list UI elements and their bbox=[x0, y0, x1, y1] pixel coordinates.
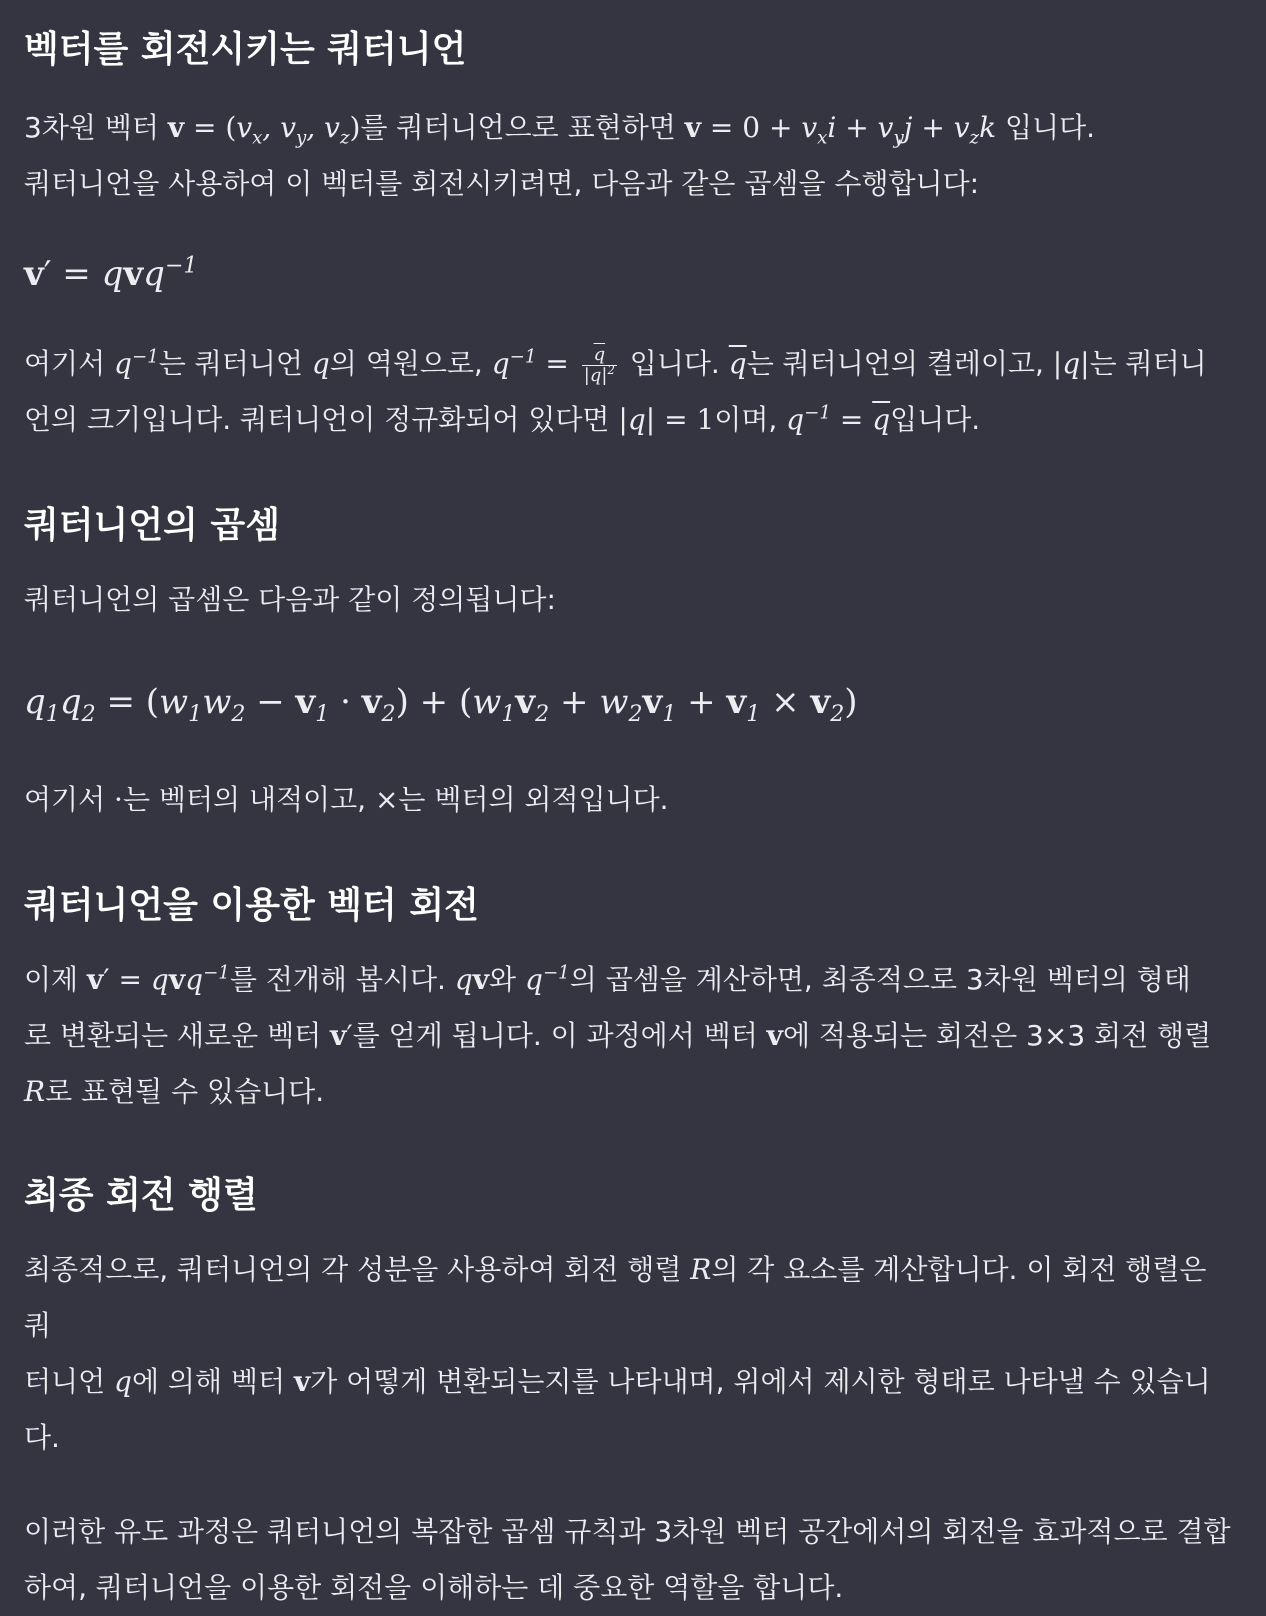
section-heading-multiplication: 쿼터니언의 곱셈 bbox=[24, 505, 280, 546]
paragraph-vector-representation: 3차원 벡터 $v = (v_x$, $v_y$, $v_z$)를 쿼터니언으로 표현하면 $v = 0 + v_xi + v_yj + v_zk$ 입니다. 쿼터니언을 사용하여 이 벡터를 회전시키려면, 다음과 같은 곱셈을 수행합니다: bbox=[24, 111, 1096, 200]
math-pure-quaternion: $v = 0 + v_xi + v_yj + v_zk$ bbox=[684, 111, 997, 149]
math-vector-def: $v = (v_x$, $v_y$, $v_z$) bbox=[167, 111, 361, 149]
equation-quaternion-product: $q_1q_2 = (w_1w_2 - v_1 \cdot v_2) + (w_1v_2 + w_2v_1 + v_1 \times v_2)$ bbox=[24, 682, 858, 727]
paragraph-multiplication-intro: 쿼터니언의 곱셈은 다음과 같이 정의됩니다: bbox=[24, 583, 556, 616]
section-heading-rotation: 벡터를 회전시키는 쿼터니언 bbox=[24, 29, 467, 70]
paragraph-dot-cross: 여기서 ·는 벡터의 내적이고, ×는 벡터의 외적입니다. bbox=[24, 783, 669, 816]
paragraph-inverse: 여기서 $q^{-1}$는 쿼터니언 q의 역원으로, $q^{-1}$ = $\frac{\overline{q}}{|q|^2}$ 입니다. $\overline{q}$는 쿼터니언의 켤레이고, |q|는 쿼터니 언의 크기입니다. 쿼터니언이 정규화되어 있다면 |q| = 1이며, $q^{-1} = \overline{q}$입니다. bbox=[24, 344, 1207, 436]
paragraph-final-matrix: 최종적으로, 쿼터니언의 각 성분을 사용하여 회전 행렬 R의 각 요소를 계산합니다. 이 회전 행렬은 쿼 터니언 q에 의해 벡터 v가 어떻게 변환되는지를 나타내며, 위에서 제시한 형태로 나타낼 수 있습니다. bbox=[24, 1253, 1211, 1454]
section-heading-vector-rotation: 쿼터니언을 이용한 벡터 회전 bbox=[24, 885, 479, 926]
section-heading-final-matrix: 최종 회전 행렬 bbox=[24, 1175, 258, 1216]
math-inverse-formula: $q^{-1}$ = $\frac{\overline{q}}{|q|^2}$ bbox=[491, 344, 615, 386]
equation-rotation: v′ = qvq$^{-1}$ bbox=[24, 252, 198, 294]
paragraph-expansion: 이제 v′ = qvq$^{-1}$를 전개해 봅시다. qv와 $q^{-1}$의 곱셈을 계산하면, 최종적으로 3차원 벡터의 형태 로 변환되는 새로운 벡터 v′를 얻게 됩니다. 이 과정에서 벡터 v에 적용되는 회전은 3×3 회전 행렬 R로 표현될 수 있습니다. bbox=[24, 962, 1212, 1108]
paragraph-conclusion: 이러한 유도 과정은 쿼터니언의 복잡한 곱셈 규칙과 3차원 벡터 공간에서의 회전을 효과적으로 결합하여, 쿼터니언을 이용한 회전을 이해하는 데 중요한 역할을 합니다. bbox=[24, 1515, 1231, 1604]
